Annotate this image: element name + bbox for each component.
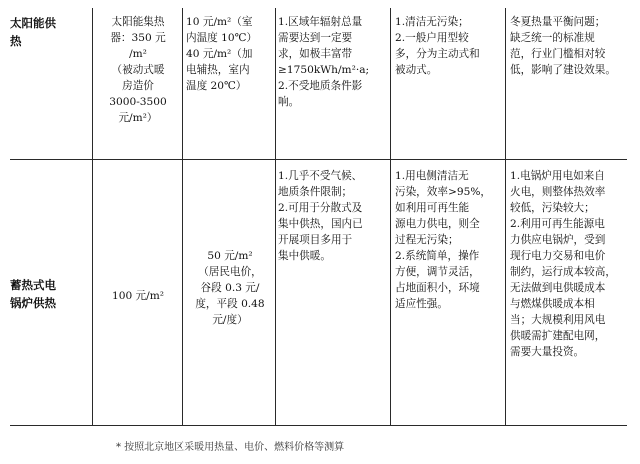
cell-line: 无法做到电供暖成本	[510, 282, 606, 294]
cell-line: 热	[10, 34, 22, 48]
cell-line: 污染，效率>95%，	[395, 186, 491, 198]
cell-line: 求，如极丰富带	[278, 48, 353, 60]
column-divider	[275, 8, 276, 426]
cell-line: 器：350 元	[110, 32, 166, 44]
cell-line: 度，平段 0.48	[195, 298, 265, 310]
cell-line: 1.区域年辐射总量	[278, 16, 363, 28]
footnote: * 按照北京地区采暖用热量、电价、燃料价格等测算	[116, 442, 345, 453]
row-solar-advantages	[278, 14, 390, 154]
cell-line: 方便，调节灵活，	[395, 266, 480, 278]
cell-line: 力供应电锅炉，受到	[510, 234, 606, 246]
row-solar-name	[10, 14, 90, 154]
cell-line: 低，影响了建设效果。	[510, 64, 616, 76]
cell-line: 蓄热式电	[10, 278, 56, 292]
cell-line: 元/m²）	[118, 112, 158, 124]
cell-line: 2.利用可再生能源电	[510, 218, 605, 230]
cell-line: 50 元/m²	[207, 250, 253, 262]
cell-line: 2.一般户用型较	[395, 32, 469, 44]
heating-comparison-table	[10, 8, 627, 426]
cell-line: 1.清洁无污染；	[395, 16, 469, 28]
cell-line: 地质条件限制；	[278, 186, 353, 198]
cell-line: 占地面积小，环境	[395, 282, 480, 294]
cell-line: /m²	[129, 48, 147, 60]
cell-line: 制约，运行成本较高，	[510, 266, 616, 278]
bottom-border	[10, 425, 627, 426]
cell-line: 如利用可再生能	[395, 202, 470, 214]
cell-line: 房造价	[122, 80, 154, 92]
cell-line: 缺乏统一的标准规	[510, 32, 595, 44]
cell-line: 被动式。	[395, 64, 438, 76]
cell-line: 电辅热，室内	[186, 64, 250, 76]
row-boiler-problems	[510, 168, 627, 418]
cell-line: 集中供暖。	[278, 250, 331, 262]
cell-line: 1.用电侧清洁无	[395, 170, 469, 182]
cell-line: 集中供热，国内已	[278, 218, 363, 230]
cell-line: 太阳能集热	[111, 16, 165, 28]
row-boiler-name	[10, 276, 90, 316]
row-divider	[10, 159, 627, 160]
cell-line: 过程无污染；	[395, 234, 459, 246]
row-solar-operating-cost	[186, 14, 274, 154]
cell-line: 现行电力交易和电价	[510, 250, 606, 262]
cell-line: 太阳能供	[10, 16, 56, 30]
row-boiler-operating-cost	[186, 248, 274, 338]
cell-line: 开展项目多用于	[278, 234, 353, 246]
row-boiler-investment	[96, 288, 180, 308]
cell-line: 2.系统简单，操作	[395, 250, 480, 262]
cell-line: 2.可用于分散式及	[278, 202, 363, 214]
cell-line: 响。	[278, 96, 300, 108]
cell-line: 温度 20℃）	[186, 80, 247, 92]
cell-line: 3000-3500	[109, 96, 167, 108]
cell-line: 100 元/m²	[111, 290, 165, 302]
cell-line: 需要大量投资。	[510, 346, 585, 358]
column-divider	[505, 8, 506, 426]
cell-line: 元/度）	[212, 314, 248, 326]
row-solar-investment	[96, 14, 180, 154]
cell-line: 冬夏热量平衡问题；	[510, 16, 606, 28]
cell-line: 多，分为主动式和	[395, 48, 480, 60]
row-boiler-environment	[395, 168, 503, 418]
cell-line: （居民电价，	[198, 266, 262, 278]
cell-line: 火电，则整体热效率	[510, 186, 606, 198]
cell-line: 适应性强。	[395, 298, 448, 310]
cell-line: 40 元/m²（加	[186, 48, 253, 60]
cell-line: 需要达到一定要	[278, 32, 353, 44]
row-solar-environment	[395, 14, 503, 154]
cell-line: 供暖需扩建配电网，	[510, 330, 606, 342]
cell-line: 内温度 10℃）	[186, 32, 258, 44]
column-divider	[92, 8, 93, 426]
cell-line: 锅炉供热	[10, 296, 56, 310]
cell-line: 1.几乎不受气候、	[278, 170, 363, 182]
cell-line: （被动式暖	[111, 64, 165, 76]
cell-line: 2.不受地质条件影	[278, 80, 363, 92]
cell-line: ≥1750kWh/m²·a;	[278, 64, 370, 76]
column-divider	[390, 8, 391, 426]
cell-line: 较低，污染较大；	[510, 202, 595, 214]
cell-line: 10 元/m²（室	[186, 16, 253, 28]
row-boiler-advantages	[278, 168, 390, 418]
cell-line: 1.电锅炉用电如来自	[510, 170, 605, 182]
column-divider	[182, 8, 183, 426]
row-solar-problems	[510, 14, 627, 154]
cell-line: 当；大规模利用风电	[510, 314, 606, 326]
cell-line: 范，行业门槛相对较	[510, 48, 606, 60]
cell-line: 与燃煤供暖成本相	[510, 298, 595, 310]
cell-line: 源电力供电，则全	[395, 218, 480, 230]
cell-line: 谷段 0.3 元/	[200, 282, 260, 294]
